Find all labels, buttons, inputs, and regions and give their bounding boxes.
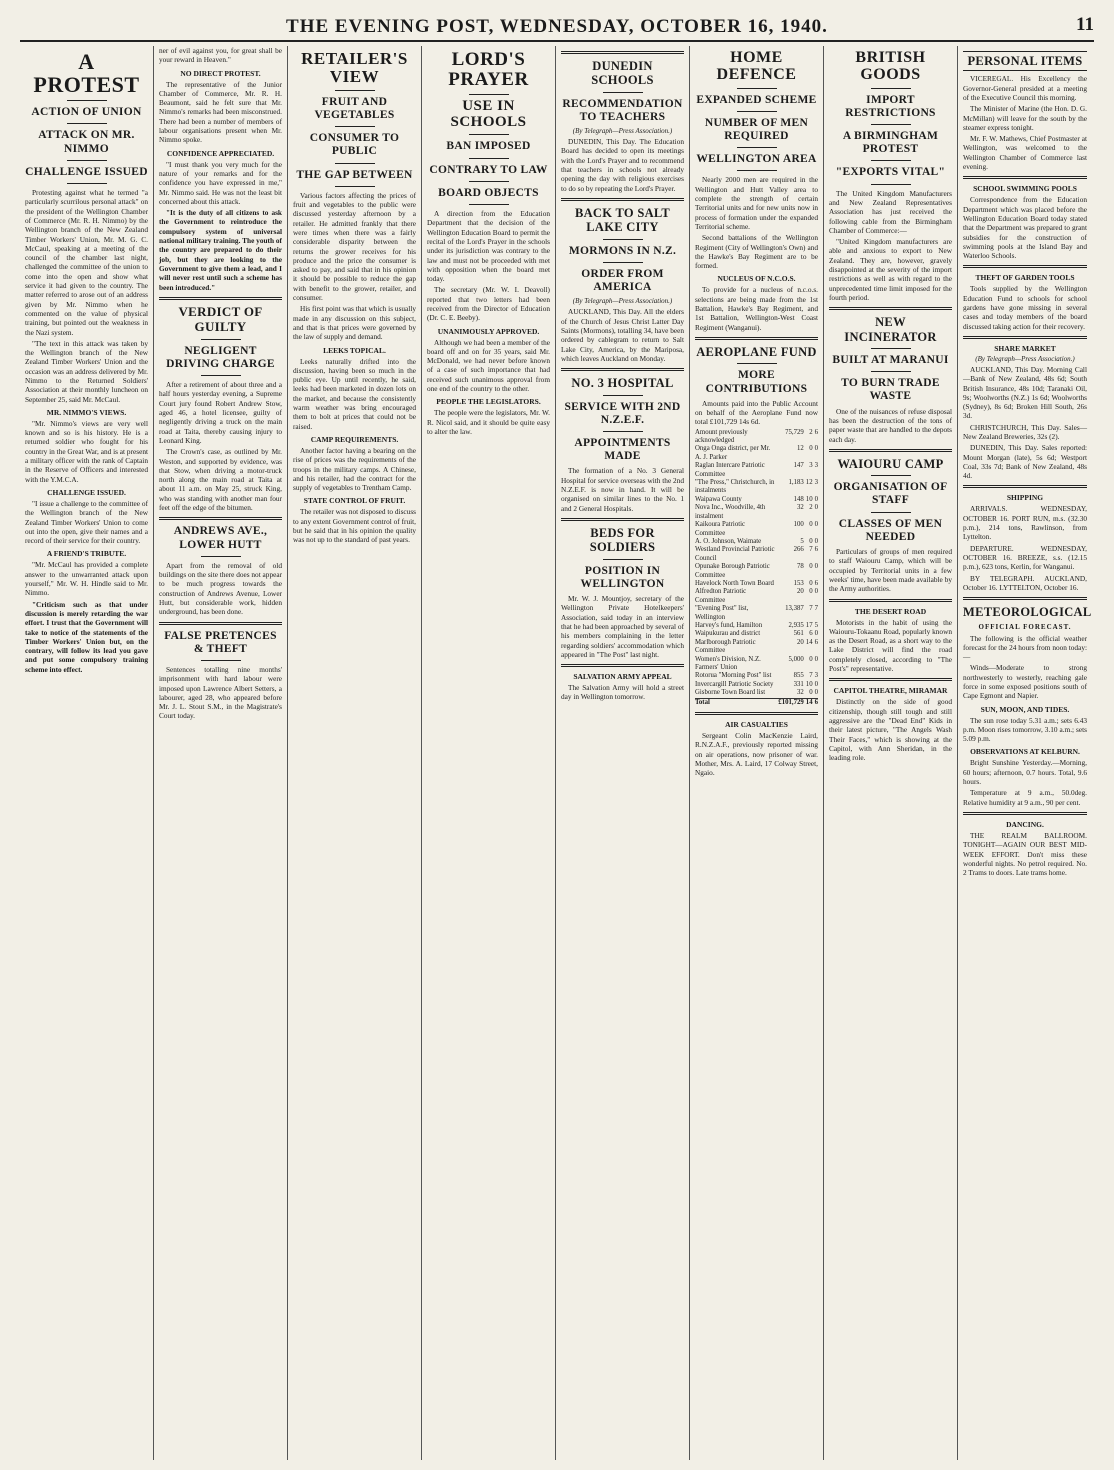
- fund-row: [695, 496, 818, 504]
- subhead: TO BURN TRADE WASTE: [841, 377, 940, 403]
- fund-row: [695, 681, 818, 689]
- article-paragraph: ner of evil against you, for great shall be your reward in Heaven.": [159, 46, 282, 65]
- article-paragraph: Bright Sunshine Yesterday.—Morning, 60 hours; afternoon, 0.7 hours. Total, 9.6 hours.: [963, 758, 1087, 787]
- headline-share-market: SHARE MARKET: [994, 343, 1056, 353]
- subhead: MORE CONTRIBUTIONS: [705, 369, 808, 395]
- fund-pence: 0: [814, 680, 818, 688]
- article-paragraph: AUCKLAND, This Day. Morning Call—Bank of New Zealand, 48s 6d; South British Insurance, 48s 10d; Taranaki Oil, 9s; Woolworths (N.Z.) 1s 6d; Woolworths (Sydney), 8s 6d; Broken Hill South, 26s 3d.: [963, 364, 1087, 421]
- fund-shillings: 7: [809, 605, 813, 613]
- headline-use-in-schools: USE IN SCHOOLS: [450, 97, 527, 130]
- fund-amount: 20: [797, 638, 804, 646]
- subhead: OFFICIAL FORECAST.: [978, 622, 1072, 631]
- fund-row: [695, 538, 818, 546]
- fund-contributor: Gisborne Town Board list: [695, 689, 766, 697]
- fund-row: [695, 630, 818, 638]
- fund-shillings: 0: [809, 588, 813, 596]
- subhead: BAN IMPOSED: [446, 140, 531, 153]
- fund-amount: 32: [797, 689, 804, 697]
- subhead: BOARD OBJECTS: [438, 186, 539, 199]
- article-paragraph: Another factor having a bearing on the rise of prices was the requirements of the troops in the military camps. A Chinese, and his retailer, had the contract for the supply of vegetables to Trentham Camp.: [293, 445, 416, 493]
- fund-contributor: Alfredton Patriotic Committee: [695, 588, 747, 604]
- article-paragraph: His first point was that which is usually made in any discussion on this subject, and that is that prices were governed by the law of supply and demand.: [293, 304, 416, 342]
- columns: [20, 46, 1094, 1460]
- article-paragraph: Sergeant Colin MacKenzie Laird, R.N.Z.A.F., previously reported missing on air operations, now prisoner of war. Mother, Mrs. A. Laird, 17 Colway Street, Ngaio.: [695, 731, 818, 778]
- headline-personal: PERSONAL ITEMS: [963, 51, 1087, 71]
- column-1: [20, 46, 154, 1460]
- byline: (By Telegraph—Press Association.): [975, 354, 1075, 363]
- headline-hospital: NO. 3 HOSPITAL: [571, 376, 674, 391]
- fund-pence: 3: [814, 672, 818, 680]
- fund-shillings: 0: [809, 689, 813, 697]
- fund-amount: 1,183: [788, 479, 804, 487]
- fund-pence: 0: [814, 537, 818, 545]
- fund-amount: 5,000: [788, 655, 804, 663]
- fund-amount: 148: [793, 495, 804, 503]
- fund-shillings: 0: [809, 445, 813, 453]
- column-4: [422, 46, 556, 1460]
- subhead: WELLINGTON AREA: [696, 153, 817, 166]
- fund-row: [695, 445, 818, 462]
- article-paragraph: Distinctly on the side of good citizenship, though still tough and still aggressive are the "Dead End" Kids in their latest picture, "The Angels Wash Their Faces," which is showing at the Capitol, with Ann Sheridan, in the leading role.: [829, 697, 952, 763]
- fund-total-amount: £101,729: [778, 698, 804, 706]
- article-paragraph: DEPARTURE. WEDNESDAY, OCTOBER 16. BREEZE, s.s. (12.15 p.m.), 623 tons, Kerlin, for Wanganui.: [963, 543, 1087, 572]
- fund-shillings: 2: [809, 428, 813, 436]
- headline-lords-prayer: [427, 50, 550, 90]
- article-paragraph: Mr. F. W. Mathews, Chief Postmaster at Wellington, was welcomed to the Wellington Chamber of Commerce last evening.: [963, 134, 1087, 172]
- article-paragraph: Amounts paid into the Public Account on behalf of the Aeroplane Fund now total £101,729 14s 6d.: [695, 398, 818, 427]
- fund-shillings: 0: [809, 563, 813, 571]
- fund-row: [695, 656, 818, 673]
- column-6: [690, 46, 824, 1460]
- fund-shillings: 17: [805, 621, 813, 629]
- fund-contributor: A. O. Johnson, Waimate: [695, 537, 762, 545]
- headline-dancing: DANCING.: [1006, 819, 1044, 829]
- article-paragraph: After a retirement of about three and a half hours yesterday evening, a Supreme Court jury found Robert Andrew Stow, aged 46, a hotel licensee, guilty of negligently driving a truck on the main road at Taita, thereby causing injury to Leonard King.: [159, 380, 282, 445]
- fund-amount: 266: [793, 546, 804, 554]
- article-paragraph: THE REALM BALLROOM. TONIGHT—AGAIN OUR BEST MID-WEEK EFFORT. Don't miss these wonderful nights. No petrol required. No. 2 Trams to doors. Late trams home.: [963, 830, 1087, 878]
- fund-row: [695, 639, 818, 656]
- fund-pence: 0: [814, 495, 818, 503]
- article-paragraph: Winds—Moderate to strong northwesterly to westerly, reaching gale force in some exposed positions south of Cape Egmont and Napier.: [963, 663, 1087, 701]
- headline-capitol: CAPITOL THEATRE, MIRAMAR: [833, 686, 948, 696]
- fund-amount: 78: [797, 563, 804, 571]
- fund-shillings: 10: [805, 495, 813, 503]
- section-subhead: OBSERVATIONS AT KELBURN.: [970, 747, 1080, 757]
- article-paragraph: BY TELEGRAPH. AUCKLAND, October 16. LYTTELTON, October 16.: [963, 573, 1087, 592]
- headline-swimming: SCHOOL SWIMMING POOLS: [973, 184, 1077, 194]
- article-paragraph: DUNEDIN, This Day. The Education Board has decided to open its meetings with the Lord's Prayer and to recommend that teachers in schools not already opening the day with religious exercises to do so by repeating the Lord's Prayer.: [561, 137, 684, 193]
- fund-amount: 75,729: [785, 428, 804, 436]
- subhead: A BIRMINGHAM PROTEST: [842, 130, 939, 156]
- article-paragraph: Nearly 2000 men are required in the Wellington and Hutt Valley area to complete the strength of certain Territorial units and for new units now in process of formation under the expanded Territorial scheme.: [695, 175, 818, 231]
- subhead: ORDER FROM AMERICA: [581, 267, 664, 294]
- headline-british-goods: BRITISH GOODS: [855, 49, 926, 83]
- fund-shillings: 7: [809, 546, 813, 554]
- article-paragraph: Second battalions of the Wellington Regiment (City of Wellington's Own) and the Hawke's Bay Regiment are to be formed.: [695, 233, 818, 271]
- article-paragraph: "Mr. Nimmo's views are very well known and so is his history. He is a returned soldier who fought for his country in the Great War, and is at present a military officer with the rank of Captain in the Reserve of Officers and interested with the Y.M.C.A.: [25, 418, 148, 484]
- section-subhead: CHALLENGE ISSUED.: [47, 487, 126, 497]
- subhead: IMPORT RESTRICTIONS: [845, 93, 936, 119]
- headline-verdict: VERDICT OF GUILTY: [178, 303, 263, 334]
- subhead: EXPANDED SCHEME: [696, 93, 817, 106]
- subhead: ORGANISATION OF STAFF: [833, 481, 948, 507]
- headline-line: LORD'S PRAYER: [448, 49, 529, 90]
- fund-contributor: Harvey's fund, Hamilton: [695, 621, 763, 629]
- section-subhead: NO DIRECT PROTEST.: [180, 68, 261, 78]
- article-paragraph: Leeks naturally drifted into the discussion, having been so much in the public eye. Up until recently, he said, leeks had been marketed in dozen lots on the market, and because the consistently warm weather was bring encouraged them to bolt at prices that could not be raised.: [293, 356, 416, 431]
- fund-row: [695, 580, 818, 588]
- article-paragraph: The retailer was not disposed to discuss to any extent Government control of fruit, but he said that in his opinion the quality was not up to the standard of past years.: [293, 507, 416, 545]
- subhead: CLASSES OF MEN NEEDED: [838, 517, 943, 543]
- subhead: RECOMMENDATION TO TEACHERS: [562, 97, 683, 123]
- headline-desert-road: THE DESERT ROAD: [854, 606, 927, 616]
- fund-contributor: Havelock North Town Board: [695, 579, 774, 587]
- fund-pence: 0: [814, 521, 818, 529]
- fund-pence: 6: [814, 638, 818, 646]
- fund-amount: 12: [797, 445, 804, 453]
- article-paragraph: Protesting against what he termed "a particularly scurrilous personal attack" on the president of the Wellington Chamber of Commerce (Mr. R. H. Nimmo) by the Wellington branch of the New Zealand Timber Workers' Union, Mr. M. G. C. McCaul, speaking at a meeting of the council of the chamber last night, challenged the committee of the union to come into the open and show what service it had given to the country. The matter referred to arose out of an address given by Mr. Nimmo when he commented on the value of physical training, but pointed out the weakness in the Nazi system.: [25, 188, 148, 337]
- article-paragraph: "I must thank you very much for the nature of your remarks and for the confidence you have expressed in me," Mr. Nimmo said. He was not the least bit concerned about this attack.: [159, 159, 282, 206]
- section-subhead: A FRIEND'S TRIBUTE.: [46, 549, 127, 559]
- fund-pence: 5: [814, 621, 818, 629]
- fund-row: [695, 563, 818, 580]
- article-paragraph: Motorists in the habit of using the Waiouru-Tokaanu Road, popularly known as the Desert Road, as a short way to the Lake District will find the road completely closed, according to "The Post's" representative.: [829, 617, 952, 674]
- fund-pence: 0: [814, 588, 818, 596]
- fund-shillings: 0: [809, 655, 813, 663]
- fund-total-label: Total: [695, 698, 776, 707]
- masthead: [20, 14, 1094, 42]
- subhead: POSITION IN WELLINGTON: [580, 564, 665, 590]
- fund-contributor: Rotorua "Morning Post" list: [695, 672, 772, 680]
- article-paragraph: The Crown's case, as outlined by Mr. Weston, and supported by evidence, was that Stow, when driving a motor-truck north along the main road at Taita at about 11 a.m. on May 25, struck King, who was standing with another man four feet off the edge of the bitumen.: [159, 447, 282, 512]
- article-paragraph: "I issue a challenge to the committee of the Wellington branch of the New Zealand Timber Workers' Union to come out into the open, give their names and a record of their service for their country.: [25, 498, 148, 546]
- article-paragraph: The sun rose today 5.31 a.m.; sets 6.43 p.m. Moon rises tomorrow, 3.10 a.m.; sets 5.09 p.m.: [963, 715, 1087, 744]
- fund-row: [695, 588, 818, 605]
- headline-protest: A PROTEST: [33, 49, 140, 98]
- fund-contributor: Invercargill Patriotic Society: [695, 680, 774, 688]
- fund-pence: 6: [814, 579, 818, 587]
- article-paragraph: AUCKLAND, This Day. All the elders of the Church of Jesus Christ Latter Day Saints (Mormons), totalling 34, have been ordered by cablegram to return to Salt Lake City, America, by the Mariposa, which leaves Auckland on Monday.: [561, 307, 685, 363]
- section-subhead: NUCLEUS OF N.C.O.S.: [717, 274, 796, 284]
- article-paragraph: The following is the official weather forecast for the 24 hours from noon today:—: [963, 633, 1087, 662]
- headline-waiouru: WAIOURU CAMP: [837, 456, 944, 471]
- headline-salt-lake: BACK TO SALT LAKE CITY: [574, 205, 671, 235]
- fund-amount: 331: [793, 680, 804, 688]
- fund-amount: 147: [793, 462, 804, 470]
- article-paragraph: The secretary (Mr. W. I. Deavoll) reported that two letters had been received from the Director of Education (Dr. C. E. Beeby).: [427, 285, 550, 323]
- fund-shillings: 0: [809, 579, 813, 587]
- fund-amount: 153: [793, 579, 804, 587]
- headline-retailer: RETAILER'S VIEW: [301, 49, 408, 86]
- fund-pence: 0: [814, 504, 818, 512]
- fund-row: [695, 672, 818, 680]
- article-paragraph: One of the nuisances of refuse disposal has been the destruction of the tons of paper waste that are handled to the depots each day.: [829, 406, 952, 444]
- article-paragraph: A direction from the Education Department that the decision of the Wellington Education Board to permit the recital of the Lord's Prayer in the schools under its jurisdiction was contrary to the law and must not be proceeded with met with opposition when the board met today.: [427, 209, 550, 284]
- byline: (By Telegraph—Press Association.): [572, 297, 673, 306]
- fund-row: [695, 462, 818, 479]
- fund-row: [695, 546, 818, 563]
- fund-pence: 6: [814, 546, 818, 554]
- fund-pence: 6: [814, 428, 818, 436]
- fund-shillings: 2: [809, 504, 813, 512]
- fund-pence: 0: [814, 563, 818, 571]
- fund-contributor: Amount previously acknowledged: [695, 428, 748, 445]
- article-paragraph: Mr. W. J. Mountjoy, secretary of the Wellington Private Hotelkeepers' Association, said today in an interview that he had been approached by several of his members complaining in the letter regarding soldiers' accommodation which appeared in "The Post" last night.: [561, 594, 684, 659]
- masthead-title: THE EVENING POST, WEDNESDAY, OCTOBER 16, 1940.: [286, 16, 828, 37]
- subhead: "EXPORTS VITAL": [835, 166, 946, 179]
- fund-contributor: "Evening Post" list, Wellington: [695, 605, 749, 621]
- article-paragraph: The people were the legislators, Mr. W. R. Nicol said, and it should be quite easy to alter the law.: [427, 408, 550, 436]
- article-paragraph: Although we had been a member of the board off and on for 35 years, said Mr. McDonald, we had never before known of a case of such importance that had received such unanimous approval from one end of the country to the other.: [427, 337, 550, 394]
- section-subhead: UNANIMOUSLY APPROVED.: [437, 326, 540, 336]
- fund-amount: 13,387: [785, 605, 804, 613]
- fund-pence: 0: [814, 445, 818, 453]
- subhead: APPOINTMENTS MADE: [574, 436, 671, 463]
- fund-contributor: Waipukurau and district: [695, 630, 761, 638]
- fund-shillings: 14: [805, 638, 813, 646]
- section-subhead: CAMP REQUIREMENTS.: [310, 434, 399, 444]
- article-paragraph: Various factors affecting the prices of fruit and vegetables to the public were discussed yesterday afternoon by a retailer. He admitted frankly that there were times when there was a fairly considerable disparity between the returns the grower receives for his produce and the price the consumer is asked to pay, and said that in his opinion it should be possible to reduce the gap with benefit to the grower, retailer, and consumer.: [293, 190, 416, 303]
- fund-pence: 3: [814, 462, 818, 470]
- subhead: MORMONS IN N.Z.: [568, 244, 677, 257]
- subhead: ATTACK ON MR. NIMMO: [38, 129, 135, 155]
- headline-theft: THEFT OF GARDEN TOOLS: [975, 273, 1075, 283]
- headline-air-casualties: AIR CASUALTIES: [725, 720, 788, 730]
- article-paragraph: CHRISTCHURCH, This Day. Sales—New Zealand Breweries, 32s (2).: [963, 422, 1087, 441]
- fund-contributor: Women's Division, N.Z. Farmers' Union: [695, 655, 761, 671]
- fund-contributor: Westland Provincial Patriotic Council: [695, 546, 775, 562]
- fund-row: [695, 504, 818, 521]
- section-subhead: SUN, MOON, AND TIDES.: [980, 704, 1070, 714]
- fund-contributor: "The Press," Christchurch, in instalments: [695, 479, 775, 495]
- subhead: FRUIT AND VEGETABLES: [314, 95, 395, 121]
- fund-shillings: 7: [809, 672, 813, 680]
- fund-pence: 0: [814, 630, 818, 638]
- fund-shillings: 6: [809, 630, 813, 638]
- fund-pence: 7: [814, 605, 818, 613]
- fund-contributor: Opunake Borough Patriotic Committee: [695, 563, 770, 579]
- headline-aeroplane-fund: AEROPLANE FUND: [696, 344, 817, 359]
- fund-contributor: Nova Inc., Woodville, 4th instalment: [695, 504, 766, 520]
- fund-contributor: Waipawa County: [695, 495, 742, 503]
- headline-meteorological: METEOROLOGICAL: [963, 605, 1092, 620]
- column-5: [556, 46, 690, 1460]
- subhead: CONSUMER TO PUBLIC: [309, 132, 400, 158]
- fund-total-row: [695, 698, 818, 707]
- article-paragraph: Sentences totalling nine months' imprisonment with hard labour were imposed upon Lawrence Albert Setters, a labourer, aged 28, who appeared before Mr. J. L. Stout S.M., in the Magistrate's Court today.: [159, 664, 282, 721]
- subhead: NUMBER OF MEN REQUIRED: [704, 116, 809, 143]
- headline-andrews: ANDREWS AVE., LOWER HUTT: [173, 525, 268, 551]
- fund-row: [695, 605, 818, 622]
- byline: (By Telegraph—Press Association.): [572, 127, 673, 136]
- fund-table: [695, 429, 818, 707]
- page-number: 11: [1076, 14, 1094, 35]
- article-paragraph: ARRIVALS. WEDNESDAY, OCTOBER 16. PORT RUN, m.s. (32.30 p.m.), 214 tons, Rawlinson, from Lyttelton.: [963, 504, 1087, 542]
- article-paragraph: The Salvation Army will hold a street day in Wellington tomorrow.: [561, 683, 684, 702]
- headline-shipping: SHIPPING: [1006, 493, 1044, 503]
- fund-amount: 561: [793, 630, 804, 638]
- headline-beds: BEDS FOR SOLDIERS: [589, 525, 656, 555]
- fund-total-pence: 6: [814, 698, 818, 706]
- fund-amount: 32: [797, 504, 804, 512]
- fund-row: [695, 429, 818, 446]
- subhead: CHALLENGE ISSUED: [25, 165, 148, 178]
- article-paragraph: Temperature at 9 a.m., 50.0deg. Relative humidity at 9 a.m., 90 per cent.: [963, 788, 1087, 807]
- fund-contributor: Marlborough Patriotic Committee: [695, 638, 756, 655]
- fund-row: [695, 521, 818, 538]
- fund-contributor: Onga Onga district, per Mr. A. J. Parker: [695, 445, 771, 461]
- fund-shillings: 0: [809, 537, 813, 545]
- column-7: [824, 46, 958, 1460]
- fund-amount: 20: [797, 588, 804, 596]
- article-paragraph: Correspondence from the Education Department which was placed before the Wellington Education Board today stated that the Department was prepared to grant subsidies for the construction of swimming pools at the Island Bay and Waterloo Schools.: [963, 195, 1087, 261]
- article-paragraph: Particulars of groups of men required to staff Waiouru Camp, which will be occupied by Territorial units in a few weeks' time, have been made available by the Army authorities.: [829, 547, 952, 594]
- article-paragraph: To provide for a nucleus of n.c.o.s. selections are being made from the 1st Battalion, Hawke's Bay Regiment, and 1st Battalion, Wellington-West Coast Regiment (Wanganui).: [695, 285, 818, 332]
- section-subhead: LEEKS TOPICAL.: [323, 345, 386, 355]
- fund-contributor: Kaikoura Patriotic Committee: [695, 521, 746, 537]
- headline-incinerator: NEW INCINERATOR: [844, 315, 937, 344]
- section-subhead: PEOPLE THE LEGISLATORS.: [436, 397, 541, 407]
- article-paragraph: Apart from the removal of old buildings on the site there does not appear to be much progress towards the construction of Andrews Avenue, Lower Hutt, but considerable work, hidden underground, has been done.: [159, 560, 283, 617]
- article-paragraph: "It is the duty of all citizens to ask the Government to reintroduce the compulsory system of universal national military training. The youth of the country are prepared to do their job, but they are looking to the Government to give them a lead, and I will never rest until such a scheme has been introduced.": [159, 208, 282, 292]
- subhead: CONTRARY TO LAW: [429, 163, 548, 176]
- subhead: NEGLIGENT DRIVING CHARGE: [166, 344, 275, 370]
- fund-shillings: 12: [805, 479, 813, 487]
- subhead: SERVICE WITH 2ND N.Z.E.F.: [564, 400, 681, 426]
- fund-row: [695, 622, 818, 630]
- fund-contributor: Raglan Intercare Patriotic Committee: [695, 462, 765, 478]
- article-paragraph: The Minister of Marine (the Hon. D. G. McMillan) will leave for the south by the steamer express tonight.: [963, 104, 1087, 132]
- headline-home-defence: HOME DEFENCE: [716, 49, 797, 83]
- column-2: [154, 46, 288, 1460]
- fund-pence: 0: [814, 655, 818, 663]
- fund-shillings: 10: [805, 680, 813, 688]
- article-paragraph: The formation of a No. 3 General Hospital for service overseas with the 2nd N.Z.E.F. is now in hand. It will be organised on similar lines to the No. 1 and 2 General Hospitals.: [561, 466, 684, 513]
- article-paragraph: Tools supplied by the Wellington Education Fund to schools for school gardens have gone missing in several cases and today members of the board discussed taking action for their recovery.: [963, 284, 1087, 331]
- fund-amount: 2,935: [788, 621, 804, 629]
- article-paragraph: VICEREGAL. His Excellency the Governor-General presided at a meeting of the Executive Council this morning.: [963, 74, 1087, 102]
- article-paragraph: "United Kingdom manufacturers are able and anxious to export to New Zealand. They are, however, gravely disappointed at the severity of the import restrictions as well as with regard to the unprecedented time limit imposed for the fourth period.: [829, 237, 952, 302]
- fund-shillings: 0: [809, 521, 813, 529]
- fund-amount: 855: [793, 672, 804, 680]
- fund-amount: 5: [800, 537, 804, 545]
- article-paragraph: The United Kingdom Manufacturers and New Zealand Representatives Association has just received the following cable from the Birmingham Chamber of Commerce:—: [829, 188, 952, 235]
- fund-row: [695, 479, 818, 496]
- headline-false-pretences: FALSE PRETENCES & THEFT: [164, 629, 277, 655]
- section-subhead: STATE CONTROL OF FRUIT.: [303, 496, 406, 506]
- subhead: BUILT AT MARANUI: [832, 354, 949, 366]
- subhead: THE GAP BETWEEN: [296, 168, 413, 181]
- headline-dunedin: DUNEDIN SCHOOLS: [591, 59, 654, 88]
- fund-pence: 3: [814, 479, 818, 487]
- subhead: ACTION OF UNION: [31, 106, 142, 119]
- section-subhead: MR. NIMMO'S VIEWS.: [46, 407, 127, 417]
- headline-salvation: SALVATION ARMY APPEAL: [573, 672, 672, 682]
- article-paragraph: "Mr. McCaul has provided a complete answer to the unwarranted attack upon yourself," Mr. W. H. Hindle said to Mr. Nimmo.: [25, 560, 148, 598]
- article-paragraph: "Criticism such as that under discussion is merely retarding the war effort. I trust that the Government will take to notice of the statements of the Timber Workers' Union but, on the contrary, will follow its lead you gave and put some compulsory training scheme into effect.: [25, 599, 148, 674]
- column-8: [958, 46, 1092, 1460]
- fund-pence: 0: [814, 689, 818, 697]
- article-paragraph: "The text in this attack was taken by the Wellington branch of the New Zealand Timber Workers' Union and the occasion was an address delivered by Mr. Nimmo to the Returned Soldiers' Association at their monthly luncheon on September 25, said Mr. McCaul.: [25, 338, 148, 404]
- section-subhead: CONFIDENCE APPRECIATED.: [166, 148, 275, 158]
- fund-total-shillings: 14: [805, 698, 813, 706]
- fund-row: [695, 689, 818, 698]
- article-paragraph: DUNEDIN, This Day. Sales reported: Mount Morgan (late), 5s 6d; Westport Coal, 33s 7d; Bank of New Zealand, 48s 4d.: [963, 443, 1087, 481]
- article-paragraph: The representative of the Junior Chamber of Commerce, Mr. R. H. Beaumont, said he felt sure that Mr. Nimmo's remarks had been misconstrued. There had been a number of members of labour organisations present when Mr. Nimmo spoke.: [159, 79, 282, 145]
- fund-amount: 100: [793, 521, 804, 529]
- fund-shillings: 3: [809, 462, 813, 470]
- column-3: [288, 46, 422, 1460]
